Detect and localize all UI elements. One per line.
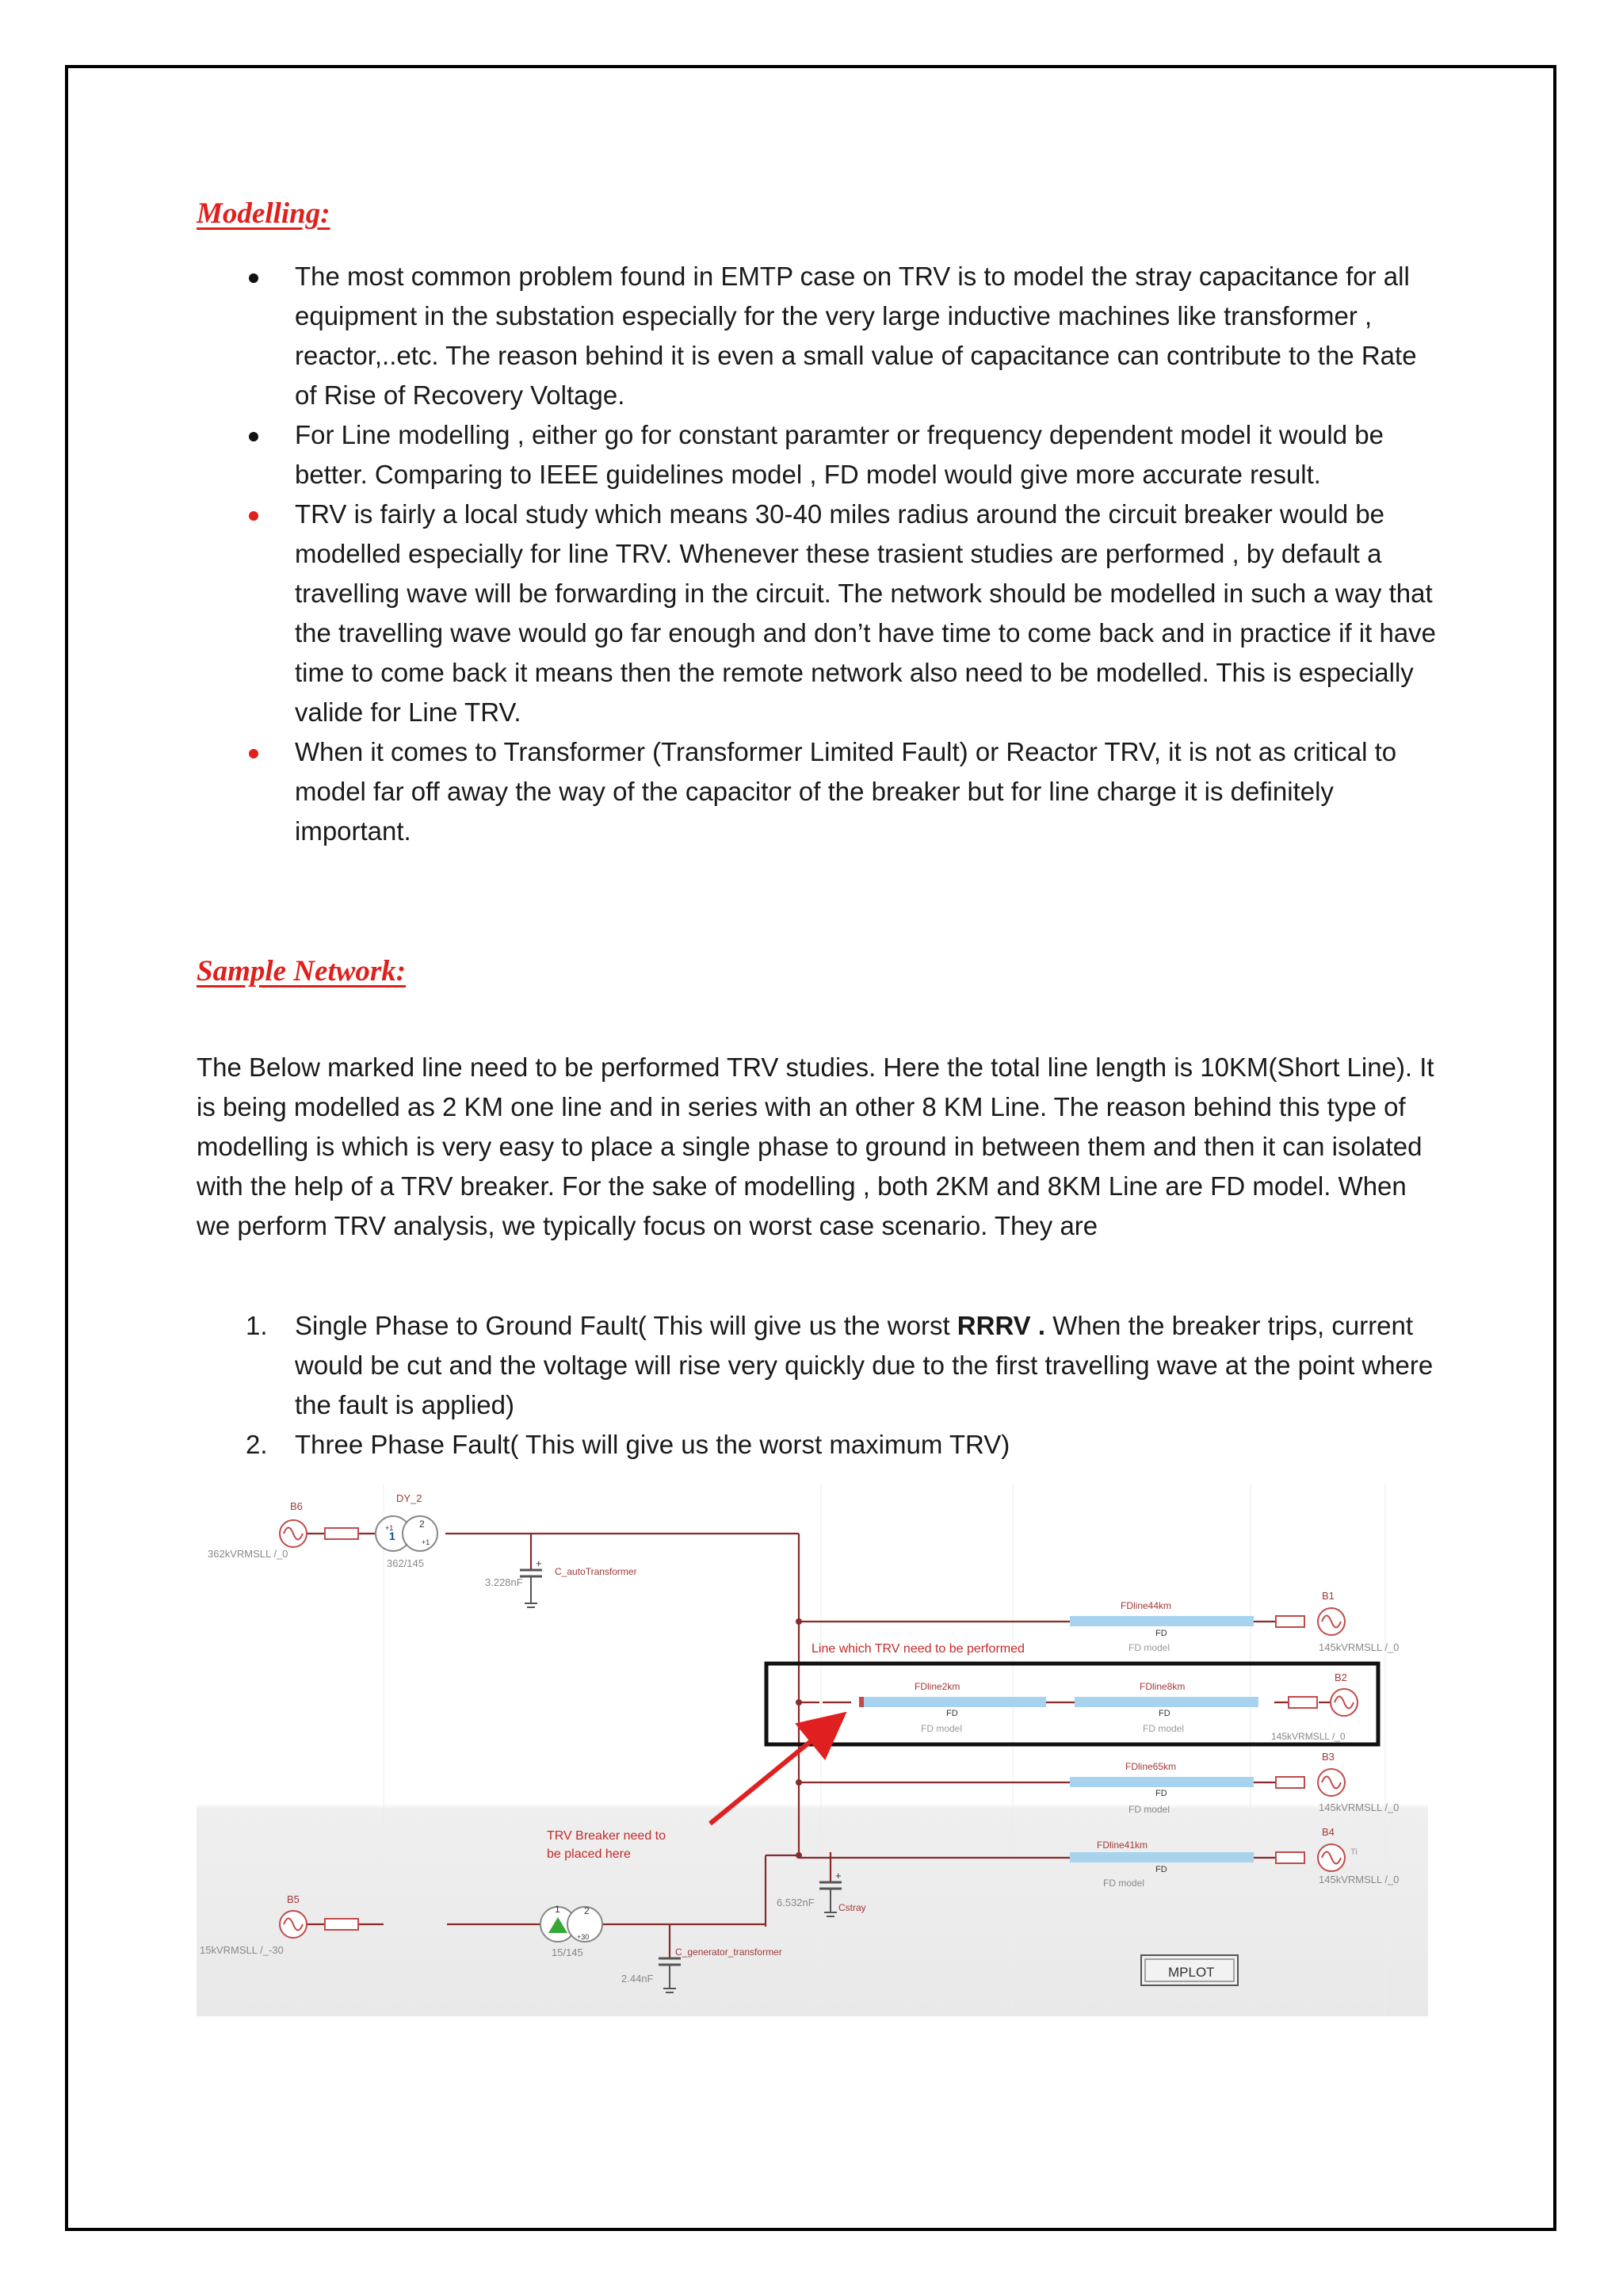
list-number: 1. bbox=[246, 1311, 268, 1340]
transformer-dy2 bbox=[376, 1492, 437, 1569]
list-number: 2. bbox=[246, 1430, 268, 1459]
svg-text:C_generator_transformer: C_generator_transformer bbox=[675, 1946, 782, 1958]
svg-text:6.532nF: 6.532nF bbox=[777, 1897, 815, 1908]
modelling-bullet-3: TRV is fairly a local study which means 30-40 miles radius around the circuit breaker would be modelled especially for line TRV. Whenever these trasient studies are performed , by default a travelling wave will be forwarding in the circuit. The network should be modelled in such a way that the travelling wave would go far enough and don’t have time to come back and in practice if it have time to come back it means then the remote network also need to be modelled. This is especially valide for Line TRV. bbox=[197, 495, 1441, 732]
source-b5 bbox=[200, 1893, 358, 1956]
fault-case-item bbox=[197, 1306, 1441, 1425]
network-diagram bbox=[197, 1484, 1428, 2016]
svg-text:TRV Breaker need to: TRV Breaker need to bbox=[547, 1829, 666, 1843]
svg-text:15/145: 15/145 bbox=[552, 1946, 583, 1958]
sample-network-paragraph: The Below marked line need to be performed TRV studies. Here the total line length is 10KM(Short Line). It is being modelled as 2 KM one line and in series with an other 8 KM Line. The reason behind this type of modelling is which is very easy to place a single phase to ground in between them and then it can isolated with the help of a TRV breaker. For the sake of modelling , both 2KM and 8KM Line are FD model. When we perform TRV analysis, we typically focus on worst case scenario. They are bbox=[197, 1052, 1434, 1240]
svg-text:15kVRMSLL /_-30: 15kVRMSLL /_-30 bbox=[200, 1944, 284, 1956]
svg-text:FD: FD bbox=[1155, 1865, 1167, 1874]
svg-text:2: 2 bbox=[584, 1905, 590, 1916]
svg-text:FD: FD bbox=[1155, 1789, 1167, 1798]
svg-text:Cstray: Cstray bbox=[838, 1902, 866, 1913]
svg-text:+: + bbox=[835, 1870, 842, 1881]
svg-text:+30: +30 bbox=[577, 1933, 590, 1941]
modelling-bullet-1: The most common problem found in EMTP case on TRV is to model the stray capacitance for all equipment in the substation especially for the very large inductive machines like transformer , reactor,..etc. The reason behind it is even a small value of capacitance can contribute to the Rate of Rise of Recovery Voltage. bbox=[197, 257, 1441, 415]
line-fd65km bbox=[1070, 1761, 1304, 1815]
source-b6 bbox=[208, 1500, 358, 1560]
svg-text:145kVRMSLL /_0: 145kVRMSLL /_0 bbox=[1319, 1874, 1400, 1885]
svg-text:FDline41km: FDline41km bbox=[1097, 1839, 1148, 1851]
mplot-button[interactable] bbox=[1141, 1955, 1238, 1985]
svg-text:FDline44km: FDline44km bbox=[1121, 1600, 1172, 1611]
svg-text:be placed here: be placed here bbox=[547, 1847, 631, 1861]
svg-text:B4: B4 bbox=[1322, 1826, 1335, 1838]
svg-text:FD: FD bbox=[946, 1709, 958, 1718]
capacitor-generator-transformer bbox=[621, 1946, 782, 1992]
svg-text:Line which TRV need to be perf: Line which TRV need to be performed bbox=[812, 1642, 1025, 1656]
svg-text:B1: B1 bbox=[1322, 1590, 1335, 1602]
svg-text:+1: +1 bbox=[385, 1524, 394, 1532]
fault-case-text: Single Phase to Ground Fault( This will give us the worst bbox=[295, 1311, 957, 1340]
svg-text:FD model: FD model bbox=[1143, 1723, 1185, 1734]
svg-text:FD model: FD model bbox=[1128, 1804, 1170, 1815]
svg-text:1: 1 bbox=[555, 1904, 560, 1915]
svg-text:C_autoTransformer: C_autoTransformer bbox=[555, 1566, 637, 1577]
svg-text:362kVRMSLL /_0: 362kVRMSLL /_0 bbox=[208, 1548, 288, 1560]
svg-text:Ti: Ti bbox=[1350, 1847, 1358, 1857]
sample-network-heading: Sample Network: bbox=[197, 955, 407, 988]
svg-text:FD: FD bbox=[1155, 1629, 1167, 1638]
svg-text:2: 2 bbox=[419, 1519, 425, 1530]
svg-text:B5: B5 bbox=[287, 1893, 300, 1905]
line-fd8km bbox=[1075, 1681, 1317, 1734]
svg-text:1: 1 bbox=[389, 1530, 395, 1542]
svg-text:FDline65km: FDline65km bbox=[1125, 1761, 1177, 1772]
svg-text:DY_2: DY_2 bbox=[396, 1492, 422, 1504]
svg-text:FDline2km: FDline2km bbox=[915, 1681, 960, 1692]
fault-case-bold: RRRV . bbox=[957, 1311, 1046, 1340]
line-fd44km bbox=[812, 1600, 1304, 1656]
capacitor-auto-transformer bbox=[485, 1557, 637, 1607]
svg-text:+1: +1 bbox=[422, 1538, 430, 1546]
fault-case-text: Three Phase Fault( This will give us the worst maximum TRV) bbox=[295, 1430, 1010, 1459]
svg-text:B2: B2 bbox=[1335, 1671, 1347, 1683]
svg-text:362/145: 362/145 bbox=[387, 1557, 424, 1569]
source-b1 bbox=[1318, 1590, 1399, 1653]
modelling-bullet-2: For Line modelling , either go for constant paramter or frequency dependent model it would be better. Comparing to IEEE guidelines model , FD model would give more accurate result. bbox=[197, 415, 1441, 495]
line-fd2km bbox=[859, 1681, 1046, 1734]
network-schematic bbox=[197, 1484, 1428, 2016]
source-b4 bbox=[1318, 1826, 1399, 1885]
fault-case-list bbox=[197, 1306, 1441, 1465]
svg-text:MPLOT: MPLOT bbox=[1168, 1965, 1215, 1980]
svg-text:145kVRMSLL /_0: 145kVRMSLL /_0 bbox=[1319, 1801, 1400, 1813]
modelling-heading: Modelling: bbox=[197, 197, 330, 230]
fault-case-item bbox=[197, 1425, 1441, 1465]
svg-text:FD: FD bbox=[1159, 1709, 1170, 1718]
modelling-bullet-list bbox=[197, 257, 1441, 851]
svg-text:FDline8km: FDline8km bbox=[1140, 1681, 1186, 1692]
svg-text:FD model: FD model bbox=[1103, 1878, 1145, 1889]
svg-text:+: + bbox=[536, 1557, 542, 1569]
svg-text:FD model: FD model bbox=[1128, 1642, 1170, 1653]
svg-text:2.44nF: 2.44nF bbox=[621, 1973, 654, 1985]
modelling-bullet-4: When it comes to Transformer (Transformer Limited Fault) or Reactor TRV, it is not as critical to model far off away the way of the capacitor of the breaker but for line charge it is definitely important. bbox=[197, 732, 1441, 851]
svg-text:3.228nF: 3.228nF bbox=[485, 1576, 523, 1588]
svg-text:145kVRMSLL /_0: 145kVRMSLL /_0 bbox=[1271, 1731, 1346, 1742]
svg-text:FD model: FD model bbox=[921, 1723, 963, 1734]
svg-text:B6: B6 bbox=[290, 1500, 303, 1512]
transformer-generator bbox=[540, 1904, 602, 1958]
fault-case-text-end: When the breaker trips, current would be cut and the voltage will rise very quickly due to the first travelling wave at the point where the fault is applied) bbox=[295, 1311, 1434, 1419]
line-fd41km bbox=[1070, 1839, 1304, 1889]
source-b3 bbox=[1318, 1751, 1399, 1813]
svg-text:B3: B3 bbox=[1322, 1751, 1335, 1763]
svg-text:145kVRMSLL /_0: 145kVRMSLL /_0 bbox=[1319, 1641, 1400, 1653]
